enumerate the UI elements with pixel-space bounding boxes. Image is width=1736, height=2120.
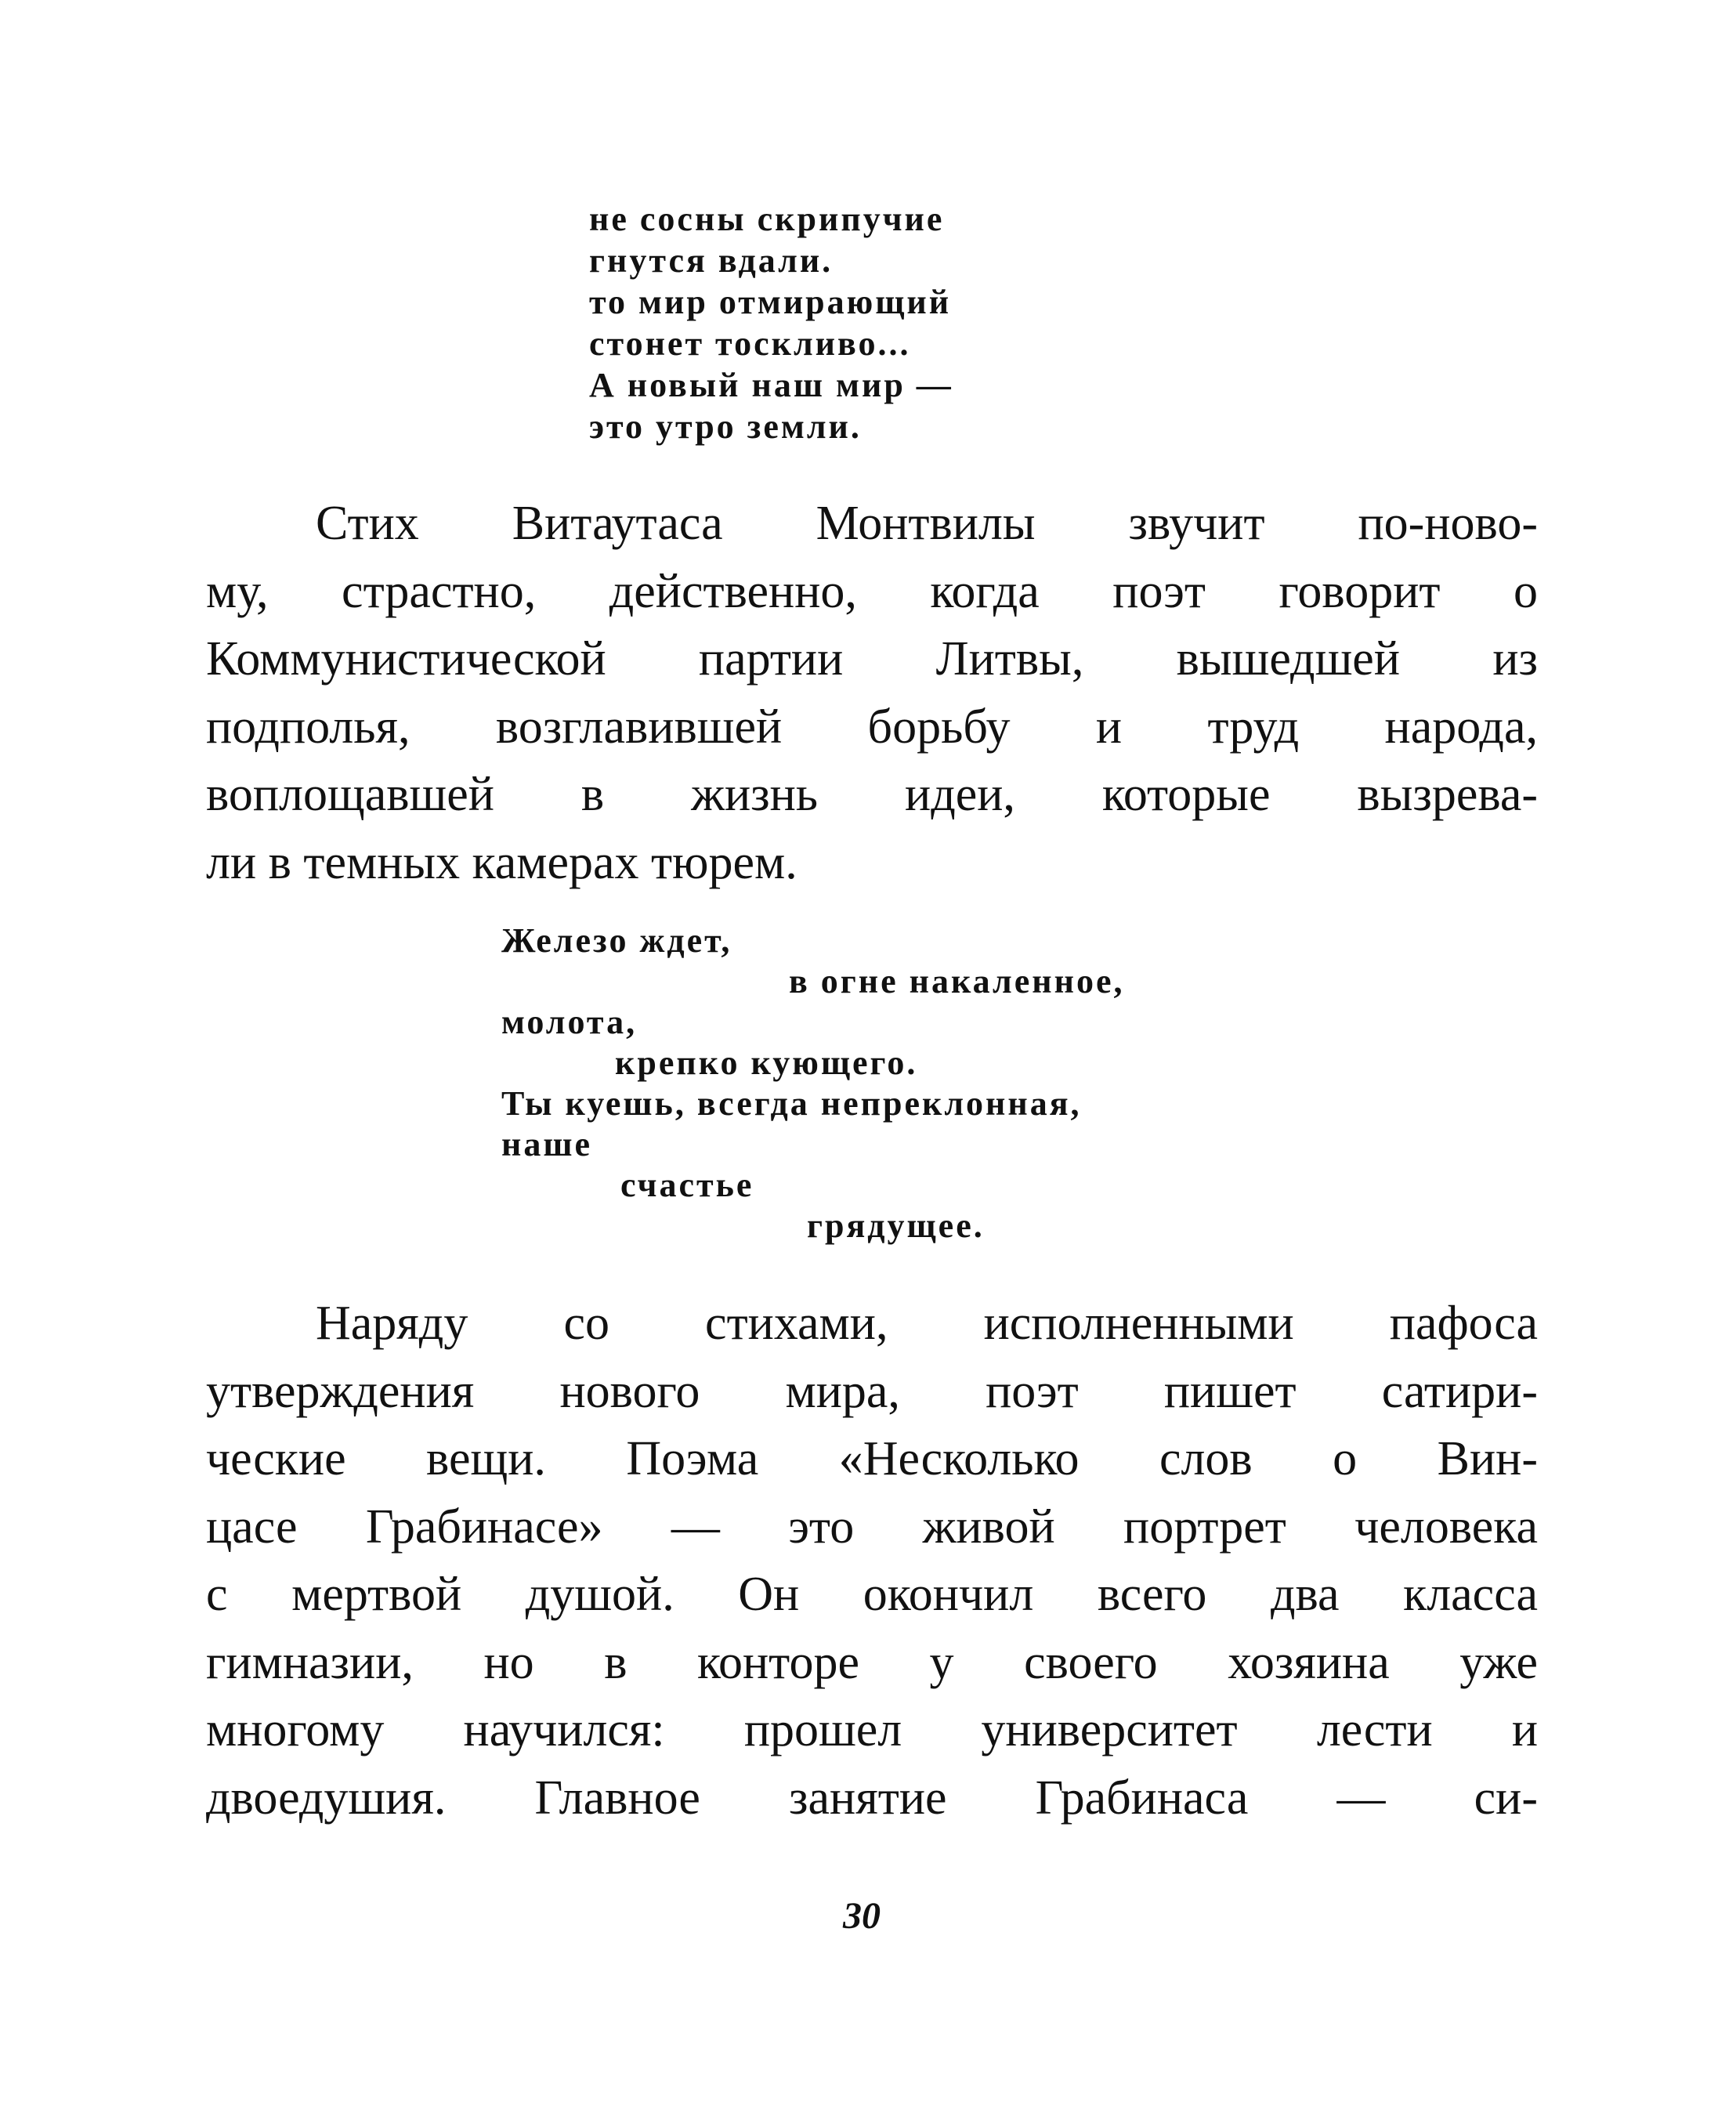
verse-line: гнутся вдали.: [589, 241, 834, 280]
verse-line: крепко кующего.: [615, 1044, 918, 1082]
page-number: 30: [843, 1895, 881, 1937]
verse-block-1: [589, 198, 953, 447]
paragraph-2: [206, 1290, 1538, 1832]
paragraph-line: двоедушия. Главное занятие Грабинаса — си-: [206, 1771, 1538, 1825]
verse-line: это утро земли.: [589, 407, 862, 446]
paragraph-line: Наряду со стихами, исполненными пафоса: [316, 1297, 1538, 1350]
paragraph-line: с мертвой душой. Он окончил всего два класса: [206, 1568, 1538, 1621]
paragraph-line: утверждения нового мира, поэт пишет сатири-: [206, 1364, 1538, 1418]
verse-line: стонет тоскливо...: [589, 324, 911, 363]
paragraph-line: многому научился: прошел университет лести и: [206, 1703, 1538, 1756]
verse-line: не сосны скрипучие: [589, 200, 945, 238]
paragraph-line: гимназии, но в конторе у своего хозяина уже: [206, 1635, 1538, 1689]
verse-block-2: [501, 921, 1125, 1246]
paragraph-line: цасе Грабинасе» — это живой портрет человека: [206, 1500, 1538, 1554]
paragraph-1: [206, 490, 1538, 896]
verse-line: А новый наш мир —: [589, 366, 953, 404]
verse-line: то мир отмирающий: [589, 283, 952, 321]
paragraph-line: ческие вещи. Поэма «Несколько слов о Вин-: [206, 1432, 1538, 1485]
paragraph-line: воплощавшей в жизнь идеи, которые вызрева-: [206, 768, 1538, 821]
verse-line: в огне накаленное,: [789, 962, 1125, 1000]
verse-line: наше: [501, 1125, 593, 1163]
paragraph-line: Стих Витаутаса Монтвилы звучит по-ново-: [316, 497, 1538, 550]
paragraph-line: ли в темных камерах тюрем.: [206, 835, 797, 889]
verse-line: грядущее.: [807, 1207, 985, 1245]
verse-line: Железо ждет,: [501, 921, 732, 960]
verse-line: Ты куешь, всегда непреклонная,: [501, 1084, 1082, 1123]
verse-line: молота,: [501, 1003, 638, 1041]
paragraph-line: му, страстно, действенно, когда поэт говорит о: [206, 564, 1538, 618]
paragraph-line: подполья, возглавившей борьбу и труд народа,: [206, 700, 1538, 754]
verse-line: счастье: [620, 1166, 754, 1204]
paragraph-line: Коммунистической партии Литвы, вышедшей из: [206, 632, 1538, 686]
